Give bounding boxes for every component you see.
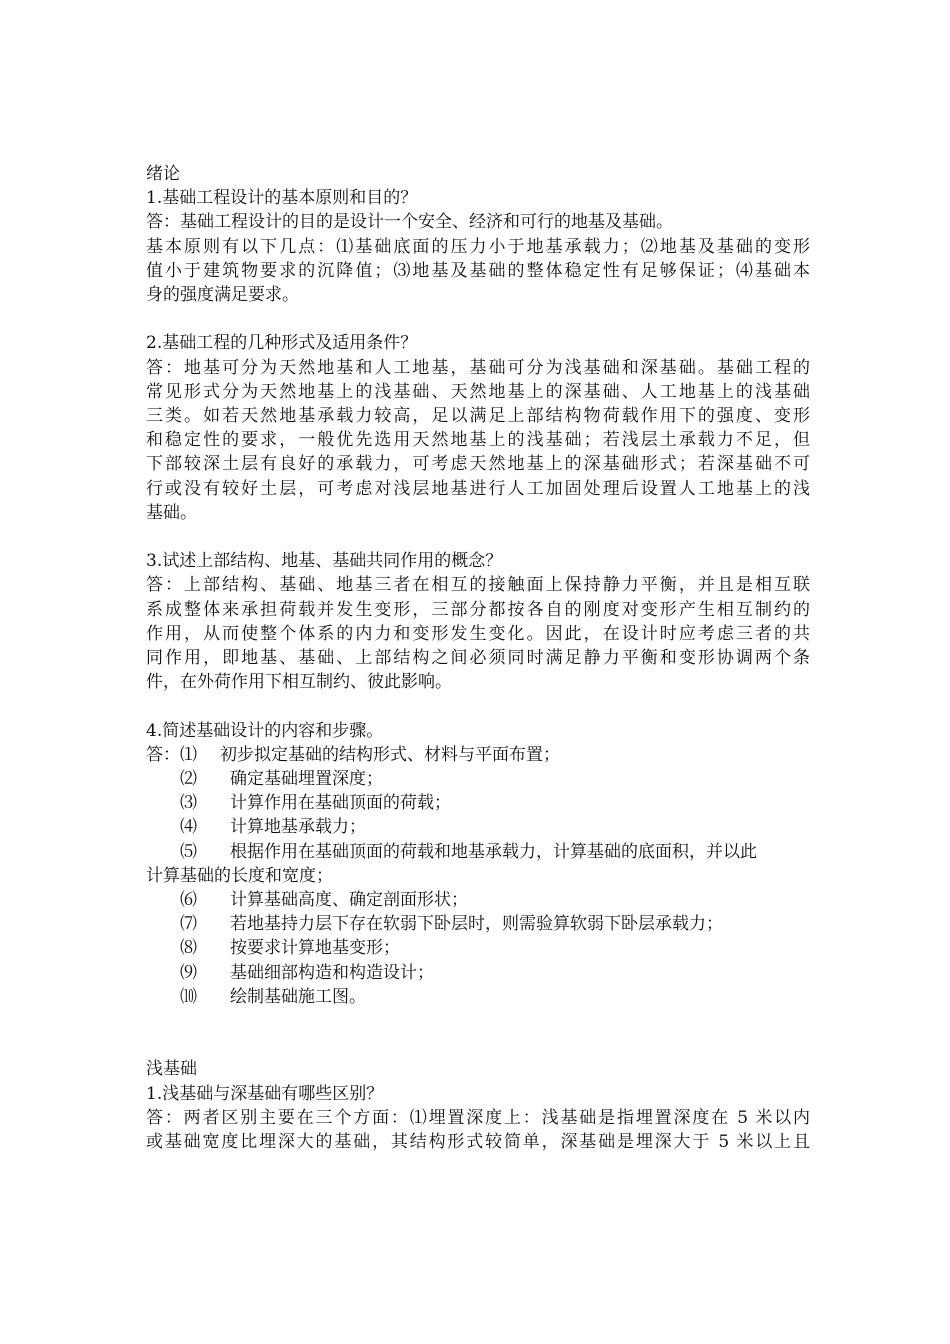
question-1: 1.基础工程设计的基本原则和目的？ <box>146 188 418 209</box>
paragraph-gap <box>146 307 810 331</box>
answer-3-line-4: 同作用，即地基、基础、上部结构之间必须同时满足静力平衡和变形协调两个条 <box>146 648 810 669</box>
step-number: ⑸ <box>180 841 197 862</box>
step-text: 计算地基承载力； <box>230 817 366 838</box>
step-item <box>146 743 810 767</box>
answer-2-line-4: 和稳定性的要求，一般优先选用天然地基上的浅基础；若浅层土承载力不足，但 <box>146 430 810 451</box>
answer-2-line-3: 三类。如若天然地基承载力较高，足以满足上部结构物荷载作用下的强度、变形 <box>146 406 810 427</box>
answer-3-line-2: 系成整体来承担荷载并发生变形，三部分都按各自的刚度对变形产生相互制约的 <box>146 599 810 620</box>
answer-3-line-3: 作用，从而使整个体系的内力和变形发生变化。因此，在设计时应考虑三者的共 <box>146 623 810 644</box>
answer-1-line-1: 答：基础工程设计的目的是设计一个安全、经济和可行的地基及基础。 <box>146 212 673 233</box>
section-heading-intro: 绪论 <box>146 164 180 184</box>
step-number: ⑹ <box>180 890 197 911</box>
step-item <box>146 888 810 912</box>
step-item <box>146 961 810 985</box>
question-2: 2.基础工程的几种形式及适用条件？ <box>146 333 418 354</box>
answer-prefix: 答： <box>146 744 180 765</box>
step-item <box>146 791 810 815</box>
step-item <box>146 815 810 839</box>
answer-3-line-1: 答：上部结构、基础、地基三者在相互的接触面上保持静力平衡，并且是相互联 <box>146 575 810 596</box>
step-number: ⑶ <box>180 793 197 814</box>
step-text: 基础细部构造和构造设计； <box>230 962 434 983</box>
answer-shallow-1-line-1: 答：两者区别主要在三个方面：⑴埋置深度上：浅基础是指埋置深度在 5 米以内 <box>146 1107 810 1128</box>
step-text: 计算基础高度、确定剖面形状； <box>230 890 468 911</box>
step-continuation: 计算基础的长度和宽度； <box>146 865 333 886</box>
step-item <box>146 840 810 864</box>
paragraph-gap <box>146 694 810 718</box>
answer-2-line-2: 常见形式分为天然地基上的浅基础、天然地基上的深基础、人工地基上的浅基础 <box>146 381 810 402</box>
step-text: 绘制基础施工图。 <box>230 986 366 1007</box>
step-number: ⑷ <box>180 817 197 838</box>
step-number: ⑵ <box>180 769 197 790</box>
answer-2-line-7: 基础。 <box>146 502 197 523</box>
answer-1-line-3: 值小于建筑物要求的沉降值；⑶地基及基础的整体稳定性有足够保证；⑷基础本 <box>146 260 810 281</box>
answer-2-line-6: 行或没有较好土层，可考虑对浅层地基进行人工加固处理后设置人工地基上的浅 <box>146 478 810 499</box>
question-shallow-1: 1.浅基础与深基础有哪些区别？ <box>146 1083 384 1104</box>
step-item <box>146 985 810 1009</box>
step-text: 初步拟定基础的结构形式、材料与平面布置； <box>220 744 560 765</box>
step-number: ⑽ <box>180 986 197 1007</box>
step-text: 计算作用在基础顶面的荷载； <box>230 793 451 814</box>
step-item <box>146 936 810 960</box>
section-gap <box>146 1009 810 1057</box>
answer-3-line-5: 件，在外荷作用下相互制约、彼此影响。 <box>146 672 452 693</box>
question-4: 4.简述基础设计的内容和步骤。 <box>146 720 384 741</box>
step-number: ⑻ <box>180 938 197 959</box>
step-number: ⑼ <box>180 962 197 983</box>
step-text: 根据作用在基础顶面的荷载和地基承载力，计算基础的底面积，并以此 <box>230 841 757 862</box>
step-text: 若地基持力层下存在软弱下卧层时，则需验算软弱下卧层承载力； <box>230 914 723 935</box>
section-heading-shallow-foundation: 浅基础 <box>146 1059 197 1080</box>
answer-1-line-4: 身的强度满足要求。 <box>146 285 299 306</box>
answer-shallow-1-line-2: 或基础宽度比埋深大的基础，其结构形式较简单，深基础是埋深大于 5 米以上且 <box>146 1132 810 1153</box>
step-item <box>146 767 810 791</box>
step-number: ⑴ <box>180 744 197 765</box>
step-number: ⑺ <box>180 914 197 935</box>
answer-1-line-2: 基本原则有以下几点：⑴基础底面的压力小于地基承载力；⑵地基及基础的变形 <box>146 236 810 257</box>
step-text: 确定基础埋置深度； <box>230 769 383 790</box>
answer-2-line-1: 答：地基可分为天然地基和人工地基，基础可分为浅基础和深基础。基础工程的 <box>146 357 810 378</box>
answer-2-line-5: 下部较深土层有良好的承载力，可考虑天然地基上的深基础形式；若深基础不可 <box>146 454 810 475</box>
paragraph-gap <box>146 525 810 549</box>
step-text: 按要求计算地基变形； <box>230 938 400 959</box>
step-item <box>146 912 810 936</box>
question-3: 3.试述上部结构、地基、基础共同作用的概念？ <box>146 551 503 572</box>
document-body <box>146 162 810 1154</box>
